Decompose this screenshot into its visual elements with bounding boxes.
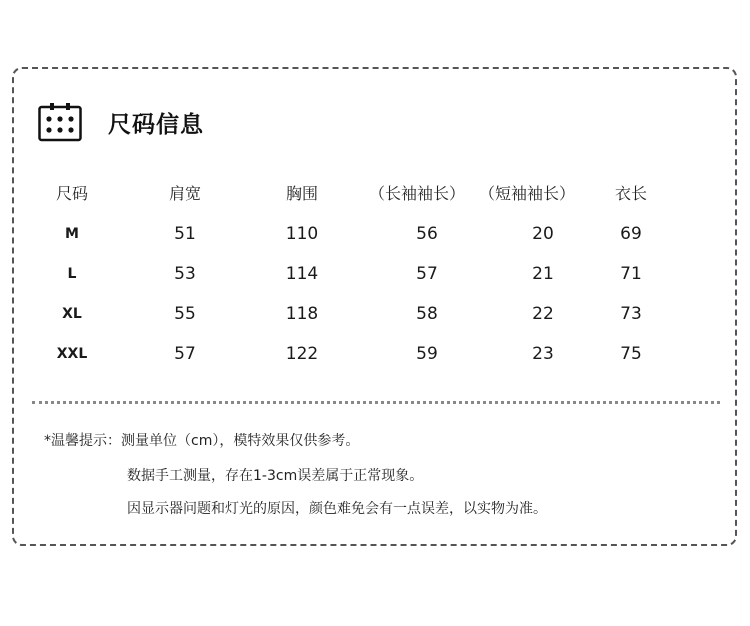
- length-cell: 71: [620, 264, 642, 284]
- note-color-difference: 因显示器问题和灯光的原因，颜色难免会有一点误差，以实物为准。: [127, 501, 547, 517]
- chest-cell: 118: [285, 304, 319, 324]
- long-sleeve-cell: 58: [416, 304, 438, 324]
- note-measurement-unit: *温馨提示：测量单位（cm），模特效果仅供参考。: [44, 433, 360, 449]
- column-header-length: 衣长: [614, 184, 648, 203]
- column-header-chest: 胸围: [285, 184, 319, 203]
- size-table: [0, 174, 750, 374]
- table-header-row: [0, 174, 750, 214]
- column-header-size: 尺码: [55, 184, 89, 203]
- size-cell: XXL: [56, 346, 88, 362]
- column-header-shoulder: 肩宽: [168, 184, 202, 203]
- size-cell: XL: [62, 306, 82, 322]
- long-sleeve-cell: 56: [416, 224, 438, 244]
- shoulder-cell: 57: [174, 344, 196, 364]
- size-cell: M: [65, 226, 79, 242]
- short-sleeve-cell: 20: [532, 224, 554, 244]
- calendar-icon: [38, 102, 82, 142]
- length-cell: 73: [620, 304, 642, 324]
- chest-cell: 110: [285, 224, 319, 244]
- column-header-long-sleeve: （长袖袖长）: [368, 184, 466, 203]
- page-title: 尺码信息: [108, 111, 204, 138]
- short-sleeve-cell: 21: [532, 264, 554, 284]
- dotted-divider: [32, 401, 720, 404]
- long-sleeve-cell: 57: [416, 264, 438, 284]
- long-sleeve-cell: 59: [416, 344, 438, 364]
- chest-cell: 114: [285, 264, 319, 284]
- length-cell: 75: [620, 344, 642, 364]
- length-cell: 69: [620, 224, 642, 244]
- table-row: [0, 214, 750, 254]
- table-row: [0, 334, 750, 374]
- short-sleeve-cell: 23: [532, 344, 554, 364]
- note-measurement-error: 数据手工测量，存在1-3cm误差属于正常现象。: [127, 468, 424, 484]
- table-row: [0, 294, 750, 334]
- table-row: [0, 254, 750, 294]
- shoulder-cell: 53: [174, 264, 196, 284]
- short-sleeve-cell: 22: [532, 304, 554, 324]
- shoulder-cell: 55: [174, 304, 196, 324]
- chest-cell: 122: [285, 344, 319, 364]
- size-cell: L: [67, 266, 77, 282]
- shoulder-cell: 51: [174, 224, 196, 244]
- column-header-short-sleeve: （短袖袖长）: [478, 184, 576, 203]
- card-header: [38, 101, 204, 143]
